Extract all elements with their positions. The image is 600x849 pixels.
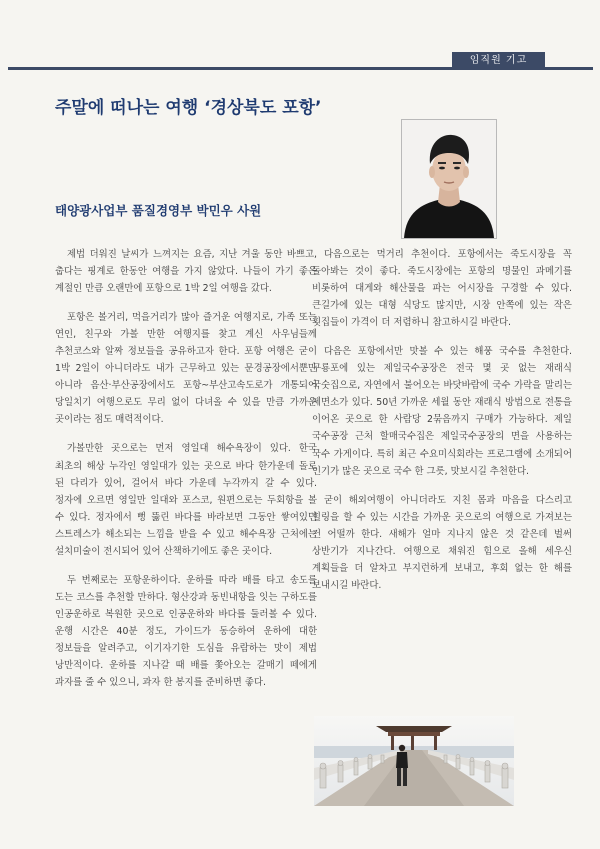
author-byline: 태양광사업부 품질경영부 박민우 사원 [55, 203, 262, 218]
paragraph: 굳이 해외여행이 아니더라도 지친 몸과 마음을 다스리고 힐링을 할 수 있는 시간을 가까운 곳으로의 여행으로 가져보는 건 어떨까 한다. 새해가 얼마 지나지 않은 것 같은데 벌써 상반기가 지나간다. 여행으로 채워진 힘으로 올해 세우신 계획들을 더 알차고 부지런하게 보내고, 후회 없는 한 해를 보내시길 바란다. [312, 494, 572, 591]
travel-photo [314, 716, 514, 806]
paragraph: 두 번째로는 포항운하이다. 운하를 따라 배를 타고 송도를 도는 코스를 추천할 만하다. 형산강과 동빈내항을 잇는 구하도를 인공운하로 복원한 곳으로 인공운하와 바다를 둘러볼 수 있다. 운행 시간은 40분 정도, 가이드가 동승하여 운하에 대한 정보들을 알려주고, 이기자기한 도심을 유람하는 맛이 제법 낭만적이다. 운하를 지나갈 때 배를 쫓아오는 갈매기 떼에게 과자를 줄 수 있으니, 과자 한 봉지를 준비하면 좋다. [55, 574, 317, 689]
author-photo [401, 119, 497, 239]
paragraph: 제법 더워진 날씨가 느껴지는 요즘, 지난 겨울 동안 바쁘고, 춥다는 핑계로 한동안 여행을 가지 않았다. 나들이 가기 좋은 계절인 만큼 오랜만에 포항으로 1박 2일 여행을 갔다. [55, 249, 317, 295]
section-tag: 임직원 기고 [452, 52, 545, 69]
article-title: 주말에 떠나는 여행 ‘경상북도 포항’ [55, 98, 322, 118]
paragraph: 가볼만한 곳으로는 먼저 영일대 해수욕장이 있다. 한국 최초의 해상 누각인 영일대가 있는 곳으로 바다 한가운데 돌로 된 다리가 있어, 걸어서 바다 가운데 누각까지 갈 수 있다. 정자에 오르면 영일만 일대와 포스코, 원편으로는 두회항을 볼 수 있다. 정자에서 뻥 뚫린 바다를 바라보면 그동안 쌓여있던 스트레스가 해소되는 느낌을 받을 수 있고 해수욕장 근처에는 설치미술이 전시되어 있어 산책하기에도 좋은 곳이다. [55, 443, 317, 557]
left-column [55, 246, 317, 703]
right-column [312, 246, 572, 606]
paragraph: 포항은 볼거리, 먹을거리가 많아 즐거운 여행지로, 가족 또는 연인, 친구와 가볼 만한 여행지를 찾고 계신 사우님들께 추천코스와 알짜 정보들을 공유하고자 한다. 포항 여행은 굳이 1박 2일이 아니더라도 내가 근무하고 있는 문경공장에서뿐만 아니라 음산·부산공장에서도 포항~부산고속도로가 개통되어 당일치기 여행으로도 무리 없이 다녀올 수 있을 만큼 가까운 곳이라는 점도 매력적이다. [55, 312, 317, 426]
paragraph: 다음으로는 먹거리 추천이다. 포항에서는 죽도시장을 꼭 돌아봐는 것이 좋다. 죽도시장에는 포항의 명물인 과메기를 비롯하여 대게와 해산물을 파는 어시장을 구경할 수 있다. 큰길가에 있는 대형 식당도 많지만, 시장 안쪽에 있는 작은 횟집들이 가격이 더 저렴하니 참고하시길 바란다. [312, 249, 572, 329]
paragraph: 다음은 포항에서만 맛볼 수 있는 해풍 국수를 추천한다. 구룡포에 있는 제일국수공장은 전국 몇 곳 없는 재래식 국숫집으로, 자연에서 불어오는 바닷바람에 국수 가락을 말리는 제면소가 있다. 50년 가까운 세월 동안 재래식 방법으로 전통을 이어온 곳으로 한 사람당 2묶음까지 구매가 가능하다. 제일 국수공장 근처 할매국수집은 제일국수공장의 면을 사용하는 국수 가게이다. 특히 최근 수요미식회라는 프로그램에 소개되어 인기가 많은 곳으로 국수 한 그릇, 맛보시길 추천한다. [312, 346, 572, 477]
